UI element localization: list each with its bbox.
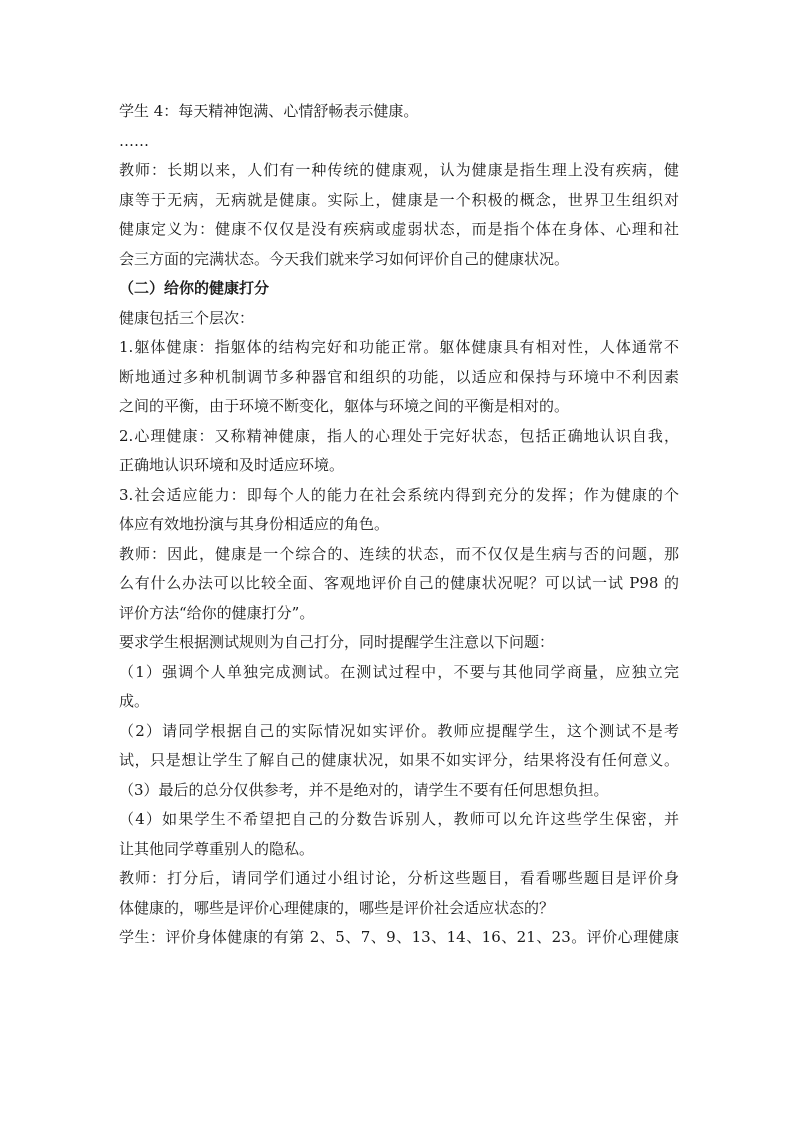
text-line: 之间的平衡，由于环境不断变化，躯体与环境之间的平衡是相对的。 xyxy=(119,397,570,415)
text-line: 体应有效地扮演与其身份相适应的角色。 xyxy=(119,515,390,533)
text-line: 试，只是想让学生了解自己的健康状况，如果不如实评分，结果将没有任何意义。 xyxy=(119,751,679,769)
text-line: 正确地认识环境和及时适应环境。 xyxy=(119,456,345,474)
text-line: 么有什么办法可以比较全面、客观地评价自己的健康状况呢？可以试一试 P98 的 xyxy=(119,574,679,592)
dialogue-student-4: 学生 4：每天精神饱满、心情舒畅表示健康。 xyxy=(119,102,419,120)
text-line: （1）强调个人单独完成测试。在测试过程中，不要与其他同学商量，应独立完 xyxy=(119,662,679,681)
text-line: 教师：长期以来，人们有一种传统的健康观，认为健康是指生理上没有疾病，健 xyxy=(119,161,679,179)
text-line: 健康定义为：健康不仅仅是没有疾病或虚弱状态，而是指个体在身体、心理和社 xyxy=(119,220,679,238)
text-line: （4）如果学生不希望把自己的分数告诉别人，教师可以允许这些学生保密，并 xyxy=(119,810,679,828)
text-line: 教师：因此，健康是一个综合的、连续的状态，而不仅仅是生病与否的问题，那 xyxy=(119,544,679,563)
text-line: 2.心理健康：又称精神健康，指人的心理处于完好状态，包括正确地认识自我， xyxy=(119,426,679,445)
text-line: 让其他同学尊重别人的隐私。 xyxy=(119,839,315,858)
ellipsis: …… xyxy=(119,131,149,150)
text-line: 健康包括三个层次： xyxy=(119,308,255,327)
text-line: 断地通过多种机制调节多种器官和组织的功能，以适应和保持与环境中不利因素 xyxy=(119,367,679,386)
text-line: （2）请同学根据自己的实际情况如实评价。教师应提醒学生，这个测试不是考 xyxy=(119,721,679,740)
text-line: 成。 xyxy=(119,692,150,710)
section-heading: （二）给你的健康打分 xyxy=(119,279,270,297)
text-line: （3）最后的总分仅供参考，并不是绝对的，请学生不要有任何思想负担。 xyxy=(119,780,609,799)
text-line: 学生：评价身体健康的有第 2、5、7、9、13、14、16、21、23。评价心理健康 xyxy=(119,928,679,946)
text-line: 教师：打分后，请同学们通过小组讨论，分析这些题目，看看哪些题目是评价身 xyxy=(119,869,679,887)
text-line: 评价方法“给你的健康打分”。 xyxy=(119,603,315,622)
text-line: 3.社会适应能力：即每个人的能力在社会系统内得到充分的发挥；作为健康的个 xyxy=(119,485,679,504)
document-body xyxy=(119,97,679,953)
text-line: 会三方面的完满状态。今天我们就来学习如何评价自己的健康状况。 xyxy=(119,249,570,268)
text-line: 1.躯体健康：指躯体的结构完好和功能正常。躯体健康具有相对性，人体通常不 xyxy=(119,338,679,356)
text-line: 体健康的，哪些是评价心理健康的，哪些是评价社会适应状态的？ xyxy=(119,898,555,917)
text-line: 康等于无病，无病就是健康。实际上，健康是一个积极的概念，世界卫生组织对 xyxy=(119,190,679,209)
text-line: 要求学生根据测试规则为自己打分，同时提醒学生注意以下问题： xyxy=(119,633,555,651)
